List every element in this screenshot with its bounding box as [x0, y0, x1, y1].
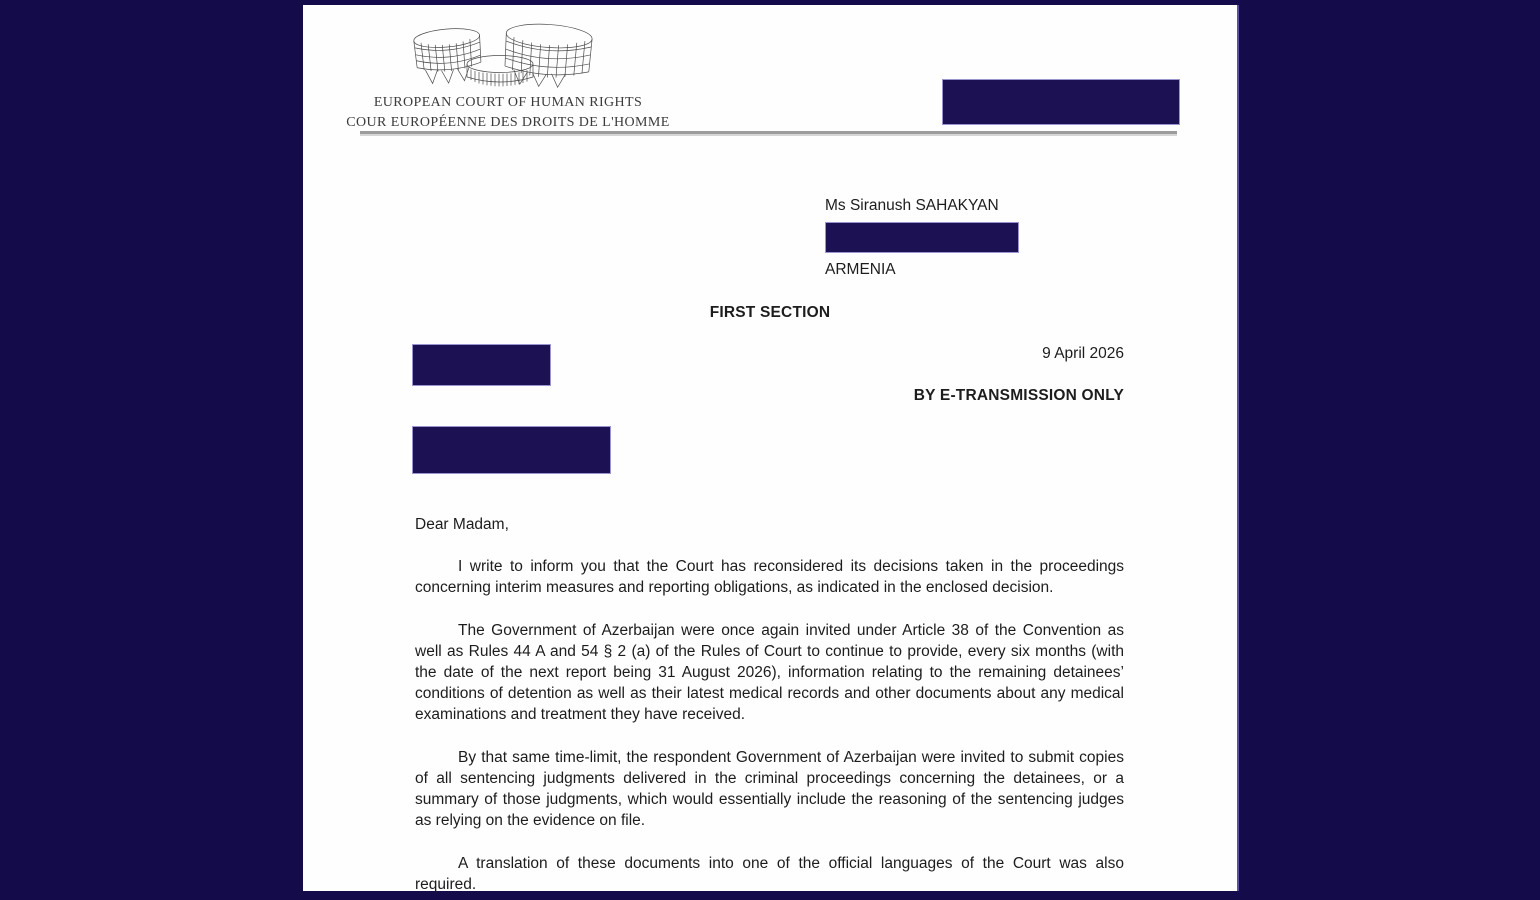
paragraph-3: By that same time-limit, the respondent Government of Azerbaijan were invited to submit copies of all sentencing judgments delivered in the criminal proceedings concerning the detainees, or a summary of those judgments, which would essentially include the reasoning of the sentencing judges as relying on the evidence on file. [415, 749, 1124, 829]
redaction-box-applicant [412, 426, 611, 474]
section-title: FIRST SECTION [709, 304, 831, 321]
redaction-box-case-number [412, 344, 551, 386]
redaction-box-reference [942, 79, 1180, 125]
transmission-notice: BY E-TRANSMISSION ONLY [913, 387, 1124, 404]
paragraph-1: I write to inform you that the Court has reconsidered its decisions taken in the proceedings concerning interim measures and reporting obligations, as indicated in the enclosed decision. [415, 558, 1124, 596]
letter-date: 9 April 2026 [1042, 345, 1124, 362]
letter-body [415, 514, 1124, 900]
redaction-box-address [825, 222, 1019, 253]
echr-building-logo [396, 17, 614, 95]
org-name-french: COUR EUROPÉENNE DES DROITS DE L'HOMME [346, 115, 670, 130]
recipient-country: ARMENIA [825, 261, 896, 278]
paragraph-4: A translation of these documents into one of the official languages of the Court was also required. [415, 855, 1124, 893]
salutation: Dear Madam, [415, 516, 509, 533]
header-divider [360, 131, 1177, 136]
recipient-name: Ms Siranush SAHAKYAN [825, 197, 999, 214]
org-name-english: EUROPEAN COURT OF HUMAN RIGHTS [373, 95, 643, 110]
paragraph-2: The Government of Azerbaijan were once again invited under Article 38 of the Convention as well as Rules 44 A and 54 § 2 (a) of the Rules of Court to continue to provide, every six months (with the date of the next report being 31 August 2026), information relating to the remaining detainees’ conditions of detention as well as their latest medical records and other documents about any medical examinations and treatment they have received. [415, 622, 1124, 723]
letter-page [303, 5, 1239, 891]
